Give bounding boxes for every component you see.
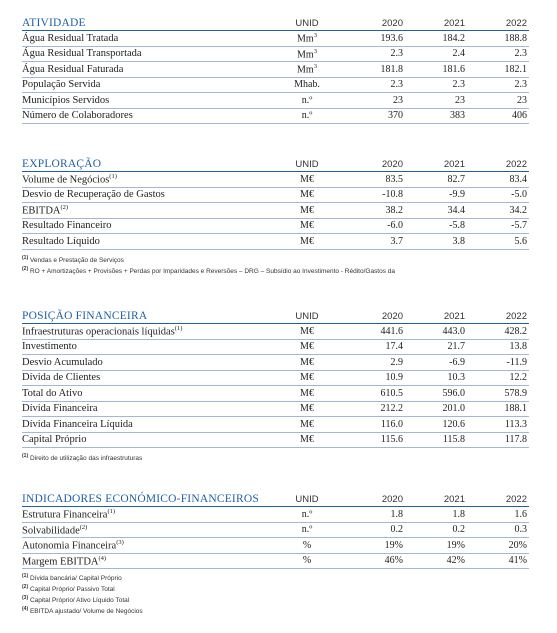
row-label-text: Dívida Financeira Líquida (22, 418, 133, 430)
row-value-1: 23 (393, 94, 403, 106)
row-value-3: 182.1 (504, 63, 527, 75)
row-value-2: 120.6 (442, 418, 465, 430)
row-value-1: 1.8 (390, 508, 403, 520)
table-row (22, 203, 529, 219)
table-row (22, 355, 529, 371)
table-row (22, 219, 529, 235)
row-unit-text: Mm (297, 33, 314, 45)
row-label (22, 95, 277, 106)
footnote-marker: (2) (22, 265, 29, 272)
row-value-2: 3.8 (452, 235, 465, 247)
row-unit (277, 236, 337, 247)
row-value-3: -5.7 (511, 220, 527, 232)
row-value-3: 113.3 (504, 418, 527, 430)
row-label (22, 325, 277, 338)
footnote-marker: (1) (22, 254, 29, 261)
table-row (22, 538, 529, 554)
table-row (22, 47, 529, 63)
col-2020: 2020 (381, 18, 403, 29)
row-unit-text: M€ (300, 434, 314, 446)
row-label-text: Volume de Negócios (22, 174, 110, 186)
row-label (22, 434, 277, 445)
footnote-marker: (3) (22, 595, 29, 601)
row-value-3: 428.2 (504, 325, 527, 337)
table-row (22, 324, 529, 340)
row-label (22, 110, 277, 121)
row-unit (277, 95, 337, 106)
row-value-1: -10.8 (382, 189, 403, 201)
footnote (22, 604, 529, 615)
row-value-1: 441.6 (380, 325, 403, 337)
row-unit (277, 189, 337, 200)
unit-superscript: 3 (313, 47, 317, 55)
row-unit-text: Mm (297, 48, 314, 60)
row-unit-text: M€ (300, 418, 314, 430)
row-value-2: 115.8 (442, 434, 465, 446)
row-label (22, 524, 277, 537)
row-value-3: -5.0 (511, 189, 527, 201)
row-unit-text: Mm (297, 64, 314, 76)
section-header (22, 155, 529, 172)
row-value-2: 82.7 (447, 173, 465, 185)
row-unit-text: M€ (300, 403, 314, 415)
row-value-1: 2.9 (390, 356, 403, 368)
row-label-text: Autonomia Financeira (22, 540, 117, 552)
row-unit-text: % (302, 539, 312, 551)
row-value-1: 10.9 (385, 372, 403, 384)
row-value-2: 181.6 (442, 63, 465, 75)
row-value-3: 188.1 (504, 403, 527, 415)
row-unit (277, 110, 337, 121)
row-value-3: 13.8 (509, 341, 527, 353)
table-row (22, 93, 529, 109)
col-2021: 2021 (443, 311, 465, 322)
row-unit (277, 326, 337, 337)
row-value-1: 2.3 (390, 79, 403, 91)
footnote-text: Dívida bancária/ Capital Próprio (29, 575, 122, 583)
row-unit-text: M€ (300, 341, 314, 353)
row-label (22, 403, 277, 414)
row-unit-text: M€ (300, 356, 314, 368)
row-value-2: 184.2 (442, 32, 465, 44)
row-value-2: -6.9 (449, 356, 465, 368)
col-2021: 2021 (443, 159, 465, 170)
notes-indicadores (22, 571, 529, 615)
row-unit (277, 174, 337, 185)
footnote-marker: (1) (174, 325, 183, 332)
table-row (22, 507, 529, 523)
row-value-1: 2.3 (390, 48, 403, 60)
row-value-1: 370 (388, 110, 403, 122)
row-value-3: 34.2 (509, 204, 527, 216)
row-value-1: 38.2 (385, 204, 403, 216)
row-value-3: 1.6 (514, 508, 527, 520)
row-value-2: 19% (446, 539, 465, 551)
row-label (22, 189, 277, 200)
row-value-1: -6.0 (387, 220, 403, 232)
row-value-3: 5.6 (514, 235, 527, 247)
footnote-marker: (2) (60, 204, 69, 211)
row-label (22, 48, 277, 59)
row-value-2: 443.0 (442, 325, 465, 337)
footnote-marker: (4) (22, 606, 29, 612)
row-label-text: Água Residual Faturada (22, 63, 124, 75)
row-unit (277, 48, 337, 60)
row-label-text: Resultado Líquido (22, 235, 100, 247)
table-row (22, 402, 529, 418)
row-unit (277, 419, 337, 430)
col-2022: 2022 (505, 311, 527, 322)
row-label-text: Dívida Financeira (22, 403, 98, 415)
row-value-2: 596.0 (442, 387, 465, 399)
section-title: EXPLORAÇÃO (22, 158, 102, 170)
row-unit (277, 32, 337, 44)
row-unit (277, 403, 337, 414)
unit-superscript: 3 (313, 63, 317, 71)
row-value-3: 0.3 (514, 524, 527, 536)
row-value-2: 23 (455, 94, 465, 106)
row-label (22, 357, 277, 368)
section-header (22, 14, 529, 31)
footnote (22, 253, 529, 264)
footnote-text: EBITDA ajustado/ Volume de Negócios (29, 608, 143, 616)
row-label (22, 204, 277, 217)
footnote-marker: (1) (107, 508, 116, 515)
row-unit (277, 372, 337, 383)
row-label (22, 419, 277, 430)
row-label (22, 173, 277, 186)
row-unit-text: n.º (301, 94, 313, 106)
table-row (22, 417, 529, 433)
section-title: POSIÇÃO FINANCEIRA (22, 310, 148, 322)
row-value-1: 115.6 (380, 434, 403, 446)
row-value-2: 383 (450, 110, 465, 122)
row-value-3: 578.9 (504, 387, 527, 399)
col-2021: 2021 (443, 494, 465, 505)
row-label-text: População Servida (22, 79, 101, 91)
row-label-text: Infraestruturas operacionais líquidas (22, 326, 175, 338)
footnote-marker: (3) (116, 539, 124, 546)
row-unit (277, 63, 337, 75)
row-value-3: 2.3 (514, 79, 527, 91)
row-value-1: 46% (384, 555, 403, 567)
row-value-3: 406 (512, 110, 527, 122)
row-value-2: 10.3 (447, 372, 465, 384)
table-row (22, 188, 529, 204)
row-label (22, 555, 277, 568)
footnote-marker: (1) (109, 173, 117, 180)
footnote (22, 451, 529, 462)
table-row (22, 62, 529, 78)
row-value-2: 2.4 (452, 48, 465, 60)
row-unit (277, 540, 337, 551)
row-label (22, 64, 277, 75)
footnote-text: RO + Amortizações + Provisões + Perdas por Imparidades e Reversões – DRG – Subsídio ao Investimento - Rédito/Gastos da (29, 267, 396, 275)
row-unit-text: M€ (300, 325, 314, 337)
row-value-3: 83.4 (509, 173, 527, 185)
row-value-1: 3.7 (390, 235, 403, 247)
row-unit (277, 220, 337, 231)
table-row (22, 554, 529, 570)
row-unit (277, 341, 337, 352)
rows-indicadores (22, 507, 529, 569)
row-label-text: Desvio de Recuperação de Gastos (22, 189, 165, 201)
col-2020: 2020 (381, 311, 403, 322)
row-value-2: 201.0 (442, 403, 465, 415)
row-unit (277, 524, 337, 535)
row-value-3: -11.9 (506, 356, 527, 368)
section-header (22, 307, 529, 324)
notes-exploracao (22, 253, 529, 275)
row-value-2: -5.8 (449, 220, 465, 232)
section-header (22, 490, 529, 507)
table-row (22, 386, 529, 402)
unit-superscript: 3 (313, 32, 317, 40)
footnote-marker: (2) (22, 584, 29, 590)
row-label (22, 539, 277, 552)
row-unit (277, 509, 337, 520)
footnote (22, 571, 529, 582)
row-unit-text: M€ (300, 372, 314, 384)
row-label-text: Total do Ativo (22, 387, 83, 399)
row-label-text: Água Residual Transportada (22, 48, 142, 60)
row-label (22, 236, 277, 247)
col-unid: UNID (295, 159, 319, 170)
notes-posicao (22, 451, 529, 462)
row-label (22, 33, 277, 44)
footnote-marker: (4) (98, 554, 107, 562)
row-label (22, 341, 277, 352)
row-unit (277, 205, 337, 216)
row-label (22, 388, 277, 399)
table-row (22, 31, 529, 47)
col-2020: 2020 (381, 494, 403, 505)
row-value-1: 83.5 (385, 173, 403, 185)
row-unit-text: n.º (301, 524, 313, 536)
col-2022: 2022 (505, 159, 527, 170)
table-row (22, 78, 529, 94)
row-label-text: EBITDA (22, 205, 61, 217)
col-unid: UNID (295, 494, 319, 505)
footnote-marker: (2) (79, 523, 88, 531)
row-value-2: 34.4 (447, 204, 465, 216)
row-value-3: 41% (508, 555, 527, 567)
footnote (22, 593, 529, 604)
section-title: ATIVIDADE (22, 17, 86, 29)
row-unit-text: M€ (300, 387, 314, 399)
row-value-3: 12.2 (509, 372, 527, 384)
table-row (22, 172, 529, 188)
section-title: INDICADORES ECONÓMICO-FINANCEIROS (22, 493, 259, 505)
row-value-1: 181.8 (380, 63, 403, 75)
row-label (22, 372, 277, 383)
table-row (22, 371, 529, 387)
row-label-text: Água Residual Tratada (22, 32, 119, 44)
row-label-text: Estrutura Financeira (22, 509, 108, 521)
row-label (22, 79, 277, 90)
row-value-2: 42% (446, 555, 465, 567)
col-2022: 2022 (505, 18, 527, 29)
row-unit (277, 79, 337, 90)
row-unit-text: n.º (301, 508, 313, 520)
rows-exploracao (22, 172, 529, 250)
row-value-2: 2.3 (452, 79, 465, 91)
table-row (22, 234, 529, 250)
row-unit-text: M€ (300, 189, 314, 201)
col-2021: 2021 (443, 18, 465, 29)
row-value-3: 20% (508, 539, 527, 551)
row-value-2: 0.2 (452, 524, 465, 536)
section-atividade (22, 14, 529, 124)
row-value-1: 19% (384, 539, 403, 551)
table-row (22, 523, 529, 539)
row-value-1: 0.2 (390, 524, 403, 536)
row-label-text: Investimento (22, 341, 77, 353)
row-value-1: 610.5 (380, 387, 403, 399)
row-value-3: 2.3 (514, 48, 527, 60)
row-value-2: 1.8 (452, 508, 465, 520)
row-value-1: 212.2 (380, 403, 403, 415)
row-unit (277, 555, 337, 566)
row-value-2: -9.9 (449, 189, 465, 201)
footnote-text: Direito de utilização das infraestruturas (29, 455, 143, 463)
row-unit-text: M€ (300, 204, 314, 216)
row-unit-text: M€ (300, 220, 314, 232)
row-label-text: Número de Colaboradores (22, 110, 133, 122)
row-label-text: Resultado Financeiro (22, 220, 112, 232)
footnote-text: Vendas e Prestação de Serviços (29, 256, 124, 264)
row-unit-text: M€ (300, 173, 314, 185)
table-row (22, 433, 529, 449)
row-label-text: Capital Próprio (22, 434, 87, 446)
footnote (22, 582, 529, 593)
row-unit-text: Mhab. (294, 79, 320, 91)
row-value-3: 188.8 (504, 32, 527, 44)
row-value-3: 23 (517, 94, 527, 106)
rows-posicao (22, 324, 529, 448)
section-exploracao (22, 155, 529, 275)
row-label-text: Solvabilidade (22, 525, 80, 536)
row-value-1: 17.4 (385, 341, 403, 353)
col-unid: UNID (295, 18, 319, 29)
row-label (22, 508, 277, 521)
row-unit-text: M€ (300, 235, 314, 247)
row-unit (277, 357, 337, 368)
row-value-2: 21.7 (447, 341, 465, 353)
rows-atividade (22, 31, 529, 124)
row-unit (277, 388, 337, 399)
footnote-marker: (1) (22, 573, 29, 579)
footnote-text: Capital Próprio/ Passivo Total (29, 586, 115, 594)
footnote (22, 264, 529, 275)
table-row (22, 109, 529, 125)
row-value-1: 116.0 (380, 418, 403, 430)
row-label-text: Municípios Servidos (22, 94, 110, 106)
col-2022: 2022 (505, 494, 527, 505)
row-label-text: Desvio Acumulado (22, 356, 103, 368)
col-2020: 2020 (381, 159, 403, 170)
section-posicao-financeira (22, 307, 529, 462)
footnote-marker: (1) (22, 453, 29, 459)
row-label (22, 220, 277, 231)
footnote-text: Capital Próprio/ Ativo Líquido Total (29, 597, 130, 605)
row-unit (277, 434, 337, 445)
row-value-1: 193.6 (380, 32, 403, 44)
row-unit-text: n.º (301, 110, 313, 122)
row-label-text: Dívida de Clientes (22, 372, 101, 384)
row-value-3: 117.8 (504, 434, 527, 446)
table-row (22, 340, 529, 356)
row-unit-text: % (302, 555, 312, 567)
section-indicadores (22, 490, 529, 615)
row-label-text: Margem EBITDA (22, 556, 99, 567)
col-unid: UNID (295, 311, 319, 322)
